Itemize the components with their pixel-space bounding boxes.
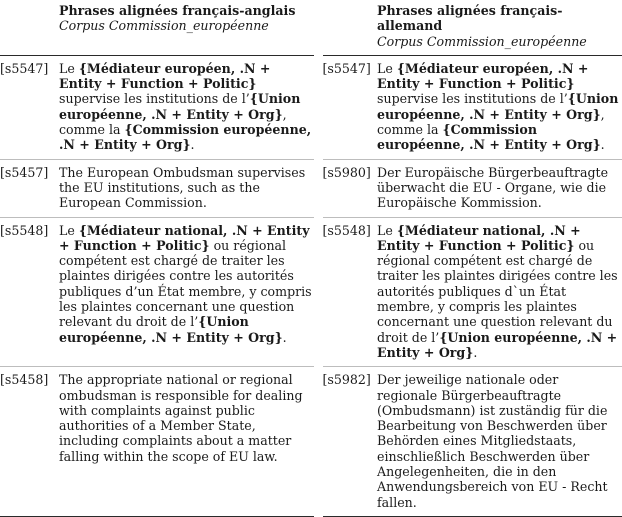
sentence-text: Der jeweilige nationale oder regionale Bürgerbeauftragte (Ombudsmann) ist zuständig für die Bearbeitung von Beschwerden über Behörden eines Mitgliedstaats, einschließlich Beschwerden über Angelegenheiten, die in den Anwendungsbereich von EU - Recht fallen. [377, 372, 608, 510]
annotated-entity: {Union européenne, .N + Entity + Org} [59, 91, 301, 122]
right-header-subtitle: Corpus Commission_européenne [377, 33, 587, 49]
sentence-text: , comme la [377, 106, 605, 138]
sentence-text: . [473, 344, 478, 360]
left-header-title: Phrases alignées français-anglais [59, 3, 296, 18]
alignment-table [0, 3, 622, 517]
table-row [0, 55, 622, 159]
right-sentence [377, 217, 622, 367]
right-header-title: Phrases alignées français-allemand [377, 3, 563, 34]
annotated-entity: {Médiateur national, .N + Entity + Function + Politic} [377, 222, 581, 253]
left-sentence-id: [s5547] [0, 55, 59, 159]
sentence-text: The European Ombudsman supervises the EU institutions, such as the European Commission. [59, 164, 306, 211]
sentence-text: Le [377, 60, 397, 76]
sentence-text: Le [59, 60, 79, 76]
table-header-row [0, 3, 622, 55]
sentence-text: ou régional compétent est chargé de traiter les plaintes dirigées contre les autorités publiques d`un État membre, y compris les plaintes concernant une question relevant du droit de l’ [377, 237, 618, 345]
annotated-entity: {Union européenne, .N + Entity + Org} [377, 329, 618, 360]
annotated-entity: {Commission européenne, .N + Entity + Org} [59, 122, 312, 153]
right-header [377, 3, 622, 55]
left-sentence [59, 367, 318, 517]
annotated-entity: {Médiateur européen, .N + Entity + Function + Politic} [377, 60, 589, 92]
right-sentence [377, 159, 622, 217]
annotated-entity: {Médiateur national, .N + Entity + Function + Politic} [59, 222, 310, 253]
sentence-text: supervise les institutions de l’ [377, 91, 568, 107]
sentence-text: . [600, 137, 605, 153]
left-sentence [59, 55, 318, 159]
left-sentence [59, 159, 318, 217]
left-sentence-id: [s5458] [0, 367, 59, 517]
sentence-text: Le [59, 222, 79, 238]
left-sentence-id: [s5548] [0, 217, 59, 367]
left-sentence-id: [s5457] [0, 159, 59, 217]
sentence-text: . [282, 329, 287, 345]
right-sentence [377, 367, 622, 517]
sentence-text: supervise les institutions de l’ [59, 91, 250, 107]
sentence-text: ou régional compétent est chargé de traiter les plaintes dirigées contre les autorités publiques d’un État membre, y compris les plaintes concernant une question relevant du droit de l’ [59, 237, 312, 330]
annotated-entity: {Union européenne, .N + Entity + Org} [377, 91, 619, 122]
right-sentence-id: [s5547] [318, 55, 377, 159]
sentence-text: Le [377, 222, 397, 238]
left-header-subtitle: Corpus Commission_européenne [59, 18, 269, 34]
table-row [0, 217, 622, 367]
annotated-entity: {Commission européenne, .N + Entity + Org} [377, 122, 601, 153]
right-sentence [377, 55, 622, 159]
right-sentence-id: [s5980] [318, 159, 377, 217]
sentence-text: , comme la [59, 106, 287, 138]
table-row [0, 367, 622, 517]
right-sentence-id: [s5982] [318, 367, 377, 517]
table-body [0, 55, 622, 516]
right-sentence-id: [s5548] [318, 217, 377, 367]
sentence-text: . [190, 137, 195, 153]
left-sentence [59, 217, 318, 367]
annotated-entity: {Union européenne, .N + Entity + Org} [59, 314, 283, 345]
table-row [0, 159, 622, 217]
left-header [59, 3, 318, 55]
sentence-text: The appropriate national or regional ombudsman is responsible for dealing with complaints against public authorities of a Member State, including complaints about a matter falling within the scope of EU law. [59, 372, 303, 464]
annotated-entity: {Médiateur européen, .N + Entity + Function + Politic} [59, 60, 271, 92]
sentence-text: Der Europäische Bürgerbeauftragte überwacht die EU - Organe, wie die Europäische Kommission. [377, 164, 609, 211]
